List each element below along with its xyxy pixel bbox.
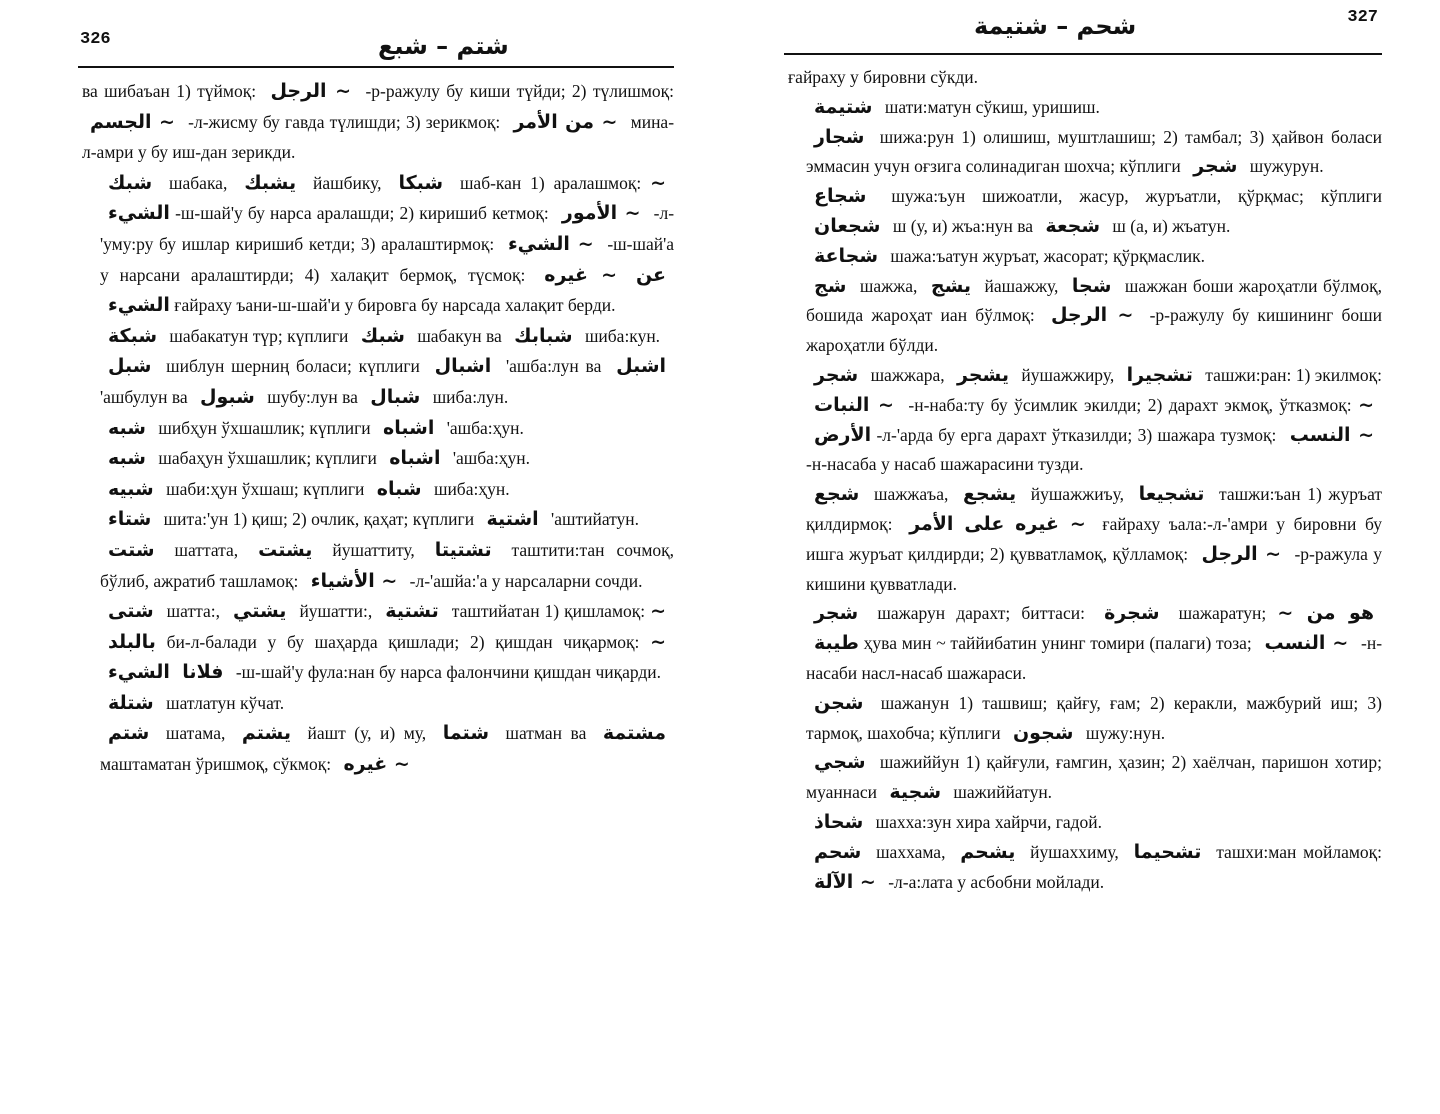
dictionary-entry <box>784 93 1382 123</box>
entry-text: шажиййун 1) қайғули, ғамгин, ҳазин; 2) хаёлчан, паришон хотир; муаннаси <box>806 752 1382 803</box>
right-page-number: 327 <box>1347 8 1378 27</box>
arabic-term: شبيه <box>108 477 154 500</box>
arabic-term: ~ غيره <box>544 263 618 286</box>
entry-text: таштийатан 1) қишламоқ: <box>451 601 646 622</box>
arabic-term: شبابك <box>514 324 573 347</box>
arabic-term: شجرة <box>1104 602 1160 625</box>
arabic-term: شبال <box>370 385 421 408</box>
dictionary-entry <box>784 63 1382 93</box>
entry-text: шужурун. <box>1249 156 1324 177</box>
arabic-term: ~ الشيء <box>108 171 667 225</box>
dictionary-entry <box>784 182 1382 242</box>
dictionary-entry <box>78 76 674 168</box>
dictionary-entry <box>784 689 1382 749</box>
arabic-term: ~ الرجل <box>1201 542 1282 565</box>
dictionary-entry <box>784 361 1382 480</box>
arabic-term: ~ الأمور <box>561 202 641 225</box>
dictionary-entry <box>784 838 1382 898</box>
entry-text: шажжан боши жароҳатли бўлмоқ, бошида жароҳат иан бўлмоқ: <box>806 275 1383 326</box>
arabic-term: فلانا <box>182 661 224 684</box>
entry-text: шабака, <box>169 172 228 193</box>
arabic-term: يشتم <box>241 722 292 745</box>
entry-text: шаби:ҳун ўхшаш; күплиги <box>166 478 365 499</box>
entry-text: -л-а:лата у асбобни мойлади. <box>888 871 1105 892</box>
arabic-term: ~ الرجل <box>1050 304 1134 327</box>
arabic-term: ~ النسب <box>1264 632 1349 655</box>
entry-text: -ш-шай'а у нарсани аралаштирди; 4) халақит бермоқ, түсмоқ: <box>100 233 675 285</box>
entry-text: шахха:зун хира хайрчи, гадой. <box>875 811 1103 832</box>
arabic-term: شتيمة <box>814 95 873 118</box>
arabic-term: شبه <box>108 416 146 439</box>
arabic-term: شبل <box>108 355 152 378</box>
entry-text: шиба:кун. <box>584 325 661 346</box>
entry-text: маштаматан ўришмоқ, сўкмоқ: <box>100 754 332 775</box>
arabic-term: ~ الأشياء <box>310 569 398 592</box>
entry-text: шиба:лун. <box>432 386 509 407</box>
entry-text: йушажжиру, <box>1021 364 1115 385</box>
arabic-term: ~ غيره <box>343 753 410 776</box>
entry-text: таштити:тан сочмоқ, бўлиб, ажратиб ташламоқ: <box>100 539 675 591</box>
arabic-term: تشجيرا <box>1126 363 1193 386</box>
entry-text: -р-ражула у кишини қувватлади. <box>806 543 1383 594</box>
entry-text: шажанун 1) ташвиш; қайғу, ғам; 2) керакли, мажбурий иш; 3) тармоқ, шахобча; кўплиги <box>806 692 1383 743</box>
entry-text: шажаратун; <box>1178 603 1267 624</box>
arabic-term: شبك <box>360 324 405 347</box>
arabic-term: شتلة <box>108 691 154 714</box>
arabic-term: شحم <box>814 840 862 863</box>
dictionary-entry <box>78 351 674 412</box>
arabic-term: تشحيما <box>1133 840 1202 863</box>
dictionary-entry <box>784 599 1382 688</box>
entry-text: ташжи:ран: 1) экилмоқ: <box>1205 364 1383 385</box>
entry-text: шажиййатун. <box>953 782 1053 803</box>
entry-text: -л-жисму бу гавда түлишди; 3) зерикмоқ: <box>188 111 501 132</box>
arabic-term: هو من ~ طيبة <box>814 602 1375 655</box>
entry-text: ш (у, и) жъа:нун ва <box>892 215 1034 236</box>
arabic-term: شجعة <box>1045 214 1101 237</box>
entry-text: йашажжу, <box>984 275 1059 296</box>
dictionary-entry <box>78 596 674 688</box>
arabic-term: اشبل <box>616 355 667 378</box>
entry-text: ҳува мин ~ таййибатин унинг томири (палаги) тоза; <box>863 633 1252 654</box>
entry-text: шабаҳун ўхшашлик; күплиги <box>158 448 377 469</box>
arabic-term: شجار <box>814 125 865 148</box>
dictionary-entry <box>784 480 1382 599</box>
arabic-term: يشحم <box>960 840 1016 863</box>
dictionary-entry <box>78 321 674 352</box>
entry-text: -н-наба:ту бу ўсимлик экилди; 2) дарахт экмоқ, ўтказмоқ: <box>908 394 1352 415</box>
arabic-term: شبكة <box>108 324 158 347</box>
arabic-term: ~ الجسم <box>90 110 175 133</box>
entry-text: 'ашба:ҳун. <box>452 448 531 469</box>
arabic-term: مشتمة <box>602 722 666 745</box>
entry-text: йушажжиъу, <box>1030 484 1125 505</box>
entry-text: 'ашба:лун ва <box>506 356 602 377</box>
arabic-term: يشجع <box>962 483 1017 506</box>
dictionary-entry <box>784 242 1382 272</box>
arabic-term: ~ النسب <box>1289 423 1374 446</box>
dictionary-entry <box>784 123 1382 183</box>
entry-text: йашбику, <box>313 172 382 193</box>
arabic-term: شتاء <box>108 508 152 531</box>
entry-text: йушаттиту, <box>332 539 415 560</box>
arabic-term: شجن <box>814 691 864 714</box>
arabic-term: ~ الرجل <box>270 80 352 102</box>
arabic-term: يشجر <box>957 363 1010 386</box>
entry-text: йушаххиму, <box>1030 841 1119 862</box>
arabic-term: اشباه <box>383 416 435 439</box>
arabic-term: اشباه <box>389 447 441 470</box>
entry-text: шати:матун сўкиш, уришиш. <box>884 96 1100 117</box>
arabic-term: عن الشيء <box>108 263 667 317</box>
arabic-term: شج <box>814 274 847 297</box>
dictionary-entry <box>784 808 1382 838</box>
entry-text: шажжаъа, <box>873 484 949 505</box>
entry-text: ва шибаъан 1) түймоқ: <box>82 81 257 101</box>
arabic-term: يشتت <box>258 538 313 561</box>
dictionary-entry <box>78 474 674 505</box>
arabic-term: شجي <box>814 751 866 774</box>
arabic-term: شجعان <box>814 214 881 237</box>
arabic-term: شجية <box>889 781 942 804</box>
right-page-header <box>784 0 1382 55</box>
entry-text: шабакун ва <box>417 325 502 346</box>
dictionary-entry <box>78 688 674 719</box>
entry-text: 'ашбулун ва <box>100 386 188 407</box>
entry-text: шажжара, <box>870 364 945 385</box>
entry-text: шита:'ун 1) қиш; 2) очлик, қаҳат; күплиги <box>163 509 475 530</box>
arabic-term: شتت <box>108 538 155 561</box>
arabic-term: ~ النبات <box>814 393 894 416</box>
arabic-term: شتما <box>442 722 489 745</box>
entry-text: 'ашба:ҳун. <box>446 417 524 438</box>
arabic-term: شجا <box>1071 274 1112 297</box>
arabic-term: شجر <box>814 602 859 625</box>
arabic-term: ~ من الأمر <box>513 110 618 133</box>
dictionary-entry <box>78 168 674 321</box>
entry-text: ғайраху ъани-ш-шай'и у бировга бу нарсада халақит берди. <box>174 295 616 316</box>
arabic-term: شحاذ <box>814 810 864 833</box>
entry-text: ғайраху ъала:-л-'амри у бировни бу ишга журъат қилдирди; 2) қувватламоқ, қўлламоқ: <box>806 513 1383 564</box>
dictionary-entry <box>78 413 674 444</box>
arabic-term: شجون <box>1012 721 1074 744</box>
entry-text: шабакатун түр; күплиги <box>169 325 349 346</box>
entry-text: би-л-балади у бу шаҳарда қишлади; 2) қишдан чиқармоқ: <box>166 631 640 652</box>
dictionary-entry <box>78 535 674 596</box>
entry-text: шажа:ъатун журъат, жасорат; қўрқмаслик. <box>890 245 1205 266</box>
entry-text: шужа:ъун шижоатли, жасур, журъатли, қўрқмас; кўплиги <box>891 186 1382 207</box>
arabic-term: تشجيعا <box>1138 483 1205 506</box>
entry-text: 'аштийатун. <box>551 509 640 530</box>
left-page-body <box>78 68 674 780</box>
entry-text: шатта:, <box>166 601 220 622</box>
arabic-term: اشبال <box>434 355 492 378</box>
entry-text: шаххама, <box>876 841 946 862</box>
entry-text: -ш-шай'у фула:нан бу нарса фалончини қишдан чиқарди. <box>235 662 662 683</box>
left-page-header <box>78 0 674 68</box>
right-page-body <box>784 55 1382 897</box>
arabic-term: شجر <box>1193 155 1238 178</box>
arabic-term: شبول <box>200 385 255 408</box>
arabic-term: تشتيتا <box>434 538 492 561</box>
entry-text: шатман ва <box>505 723 587 744</box>
entry-text: ғайраху у бировни сўкди. <box>788 67 978 87</box>
dictionary-entry <box>78 504 674 535</box>
entry-text: йушатти:, <box>299 601 373 622</box>
entry-text: шажжа, <box>859 275 918 296</box>
arabic-term: شبه <box>108 447 146 470</box>
entry-text: -ш-шай'у бу нарса аралашди; 2) киришиб кетмоқ: <box>175 203 549 224</box>
arabic-term: ~ الشيء <box>507 232 594 255</box>
entry-text: шижа:рун 1) олишиш, муштлашиш; 2) тамбал; 3) ҳайвон боласи эммасин учун оғзига солинадиган шохча; кўплиги <box>806 126 1382 177</box>
entry-text: шажарун дарахт; биттаси: <box>877 603 1085 624</box>
entry-text: мина-л-амри у бу иш-дан зерикди. <box>82 111 675 163</box>
entry-text: ташхи:ман мойламоқ: <box>1216 841 1383 862</box>
arabic-term: شجع <box>814 483 860 506</box>
arabic-term: ~ الشيء <box>108 630 667 684</box>
arabic-term: ~ بالبلد <box>108 600 667 653</box>
entry-text: шубу:лун ва <box>267 386 358 407</box>
entry-text: -н-насаба у насаб шажарасини тузди. <box>806 454 1084 475</box>
entry-text: ш (а, и) жъатун. <box>1112 215 1231 236</box>
entry-text: шаттата, <box>174 539 239 560</box>
entry-text: -р-ражулу бу киши түйди; 2) түлишмоқ: <box>365 81 675 101</box>
entry-text: шиблун шерниң боласи; күплиги <box>166 356 420 377</box>
dictionary-entry <box>78 718 674 779</box>
arabic-term: اشتية <box>486 508 539 531</box>
left-running-title: شتم – شبع <box>378 32 509 60</box>
entry-text: шатлатун кўчат. <box>166 692 285 713</box>
entry-text: -л-'арда бу ерга дарахт ўтказилди; 3) шажара тузмоқ: <box>876 424 1277 445</box>
dictionary-entry <box>784 272 1382 361</box>
entry-text: -р-ражулу бу кишининг боши жароҳатли бўлди. <box>806 305 1383 356</box>
left-page <box>78 0 674 1114</box>
arabic-term: شجاعة <box>814 244 879 267</box>
entry-text: шатама, <box>165 723 226 744</box>
right-running-title: شحم – شتيمة <box>974 12 1137 40</box>
arabic-term: يشتي <box>232 600 287 623</box>
entry-text: шибҳун ўхшашлик; күплиги <box>158 417 371 438</box>
dictionary-entry <box>78 443 674 474</box>
arabic-term: شتم <box>108 722 150 745</box>
entry-text: -л-'ашйа:'а у нарсаларни сочди. <box>409 570 643 591</box>
entry-text: -л-'уму:ру бу ишлар киришиб кетди; 3) аралаштирмоқ: <box>100 203 675 254</box>
right-page <box>784 0 1382 1114</box>
entry-text: -н-насаби насл-насаб шажараси. <box>806 633 1383 683</box>
left-page-number: 326 <box>80 30 111 49</box>
entry-text: ташжи:ъан 1) журъат қилдирмоқ: <box>806 484 1383 534</box>
arabic-term: شتى <box>108 600 154 623</box>
arabic-term: شبكا <box>398 171 444 194</box>
arabic-term: ~ الأرض <box>814 393 1375 446</box>
dictionary-entry <box>784 748 1382 808</box>
entry-text: шужу:нун. <box>1085 722 1166 743</box>
arabic-term: شبك <box>108 171 153 194</box>
arabic-term: يشبك <box>244 171 297 194</box>
arabic-term: يشج <box>930 274 972 297</box>
entry-text: шиба:ҳун. <box>433 478 510 499</box>
arabic-term: ~ الآلة <box>814 870 876 893</box>
arabic-term: شجر <box>814 363 859 386</box>
entry-text: йашт (у, и) му, <box>307 723 427 744</box>
entry-text: шаб-кан 1) аралашмоқ: <box>459 172 642 193</box>
arabic-term: شجاع <box>814 185 867 208</box>
arabic-term: ~ غيره على الأمر <box>909 512 1086 535</box>
arabic-term: تشتية <box>385 600 439 623</box>
arabic-term: شباه <box>376 477 422 500</box>
